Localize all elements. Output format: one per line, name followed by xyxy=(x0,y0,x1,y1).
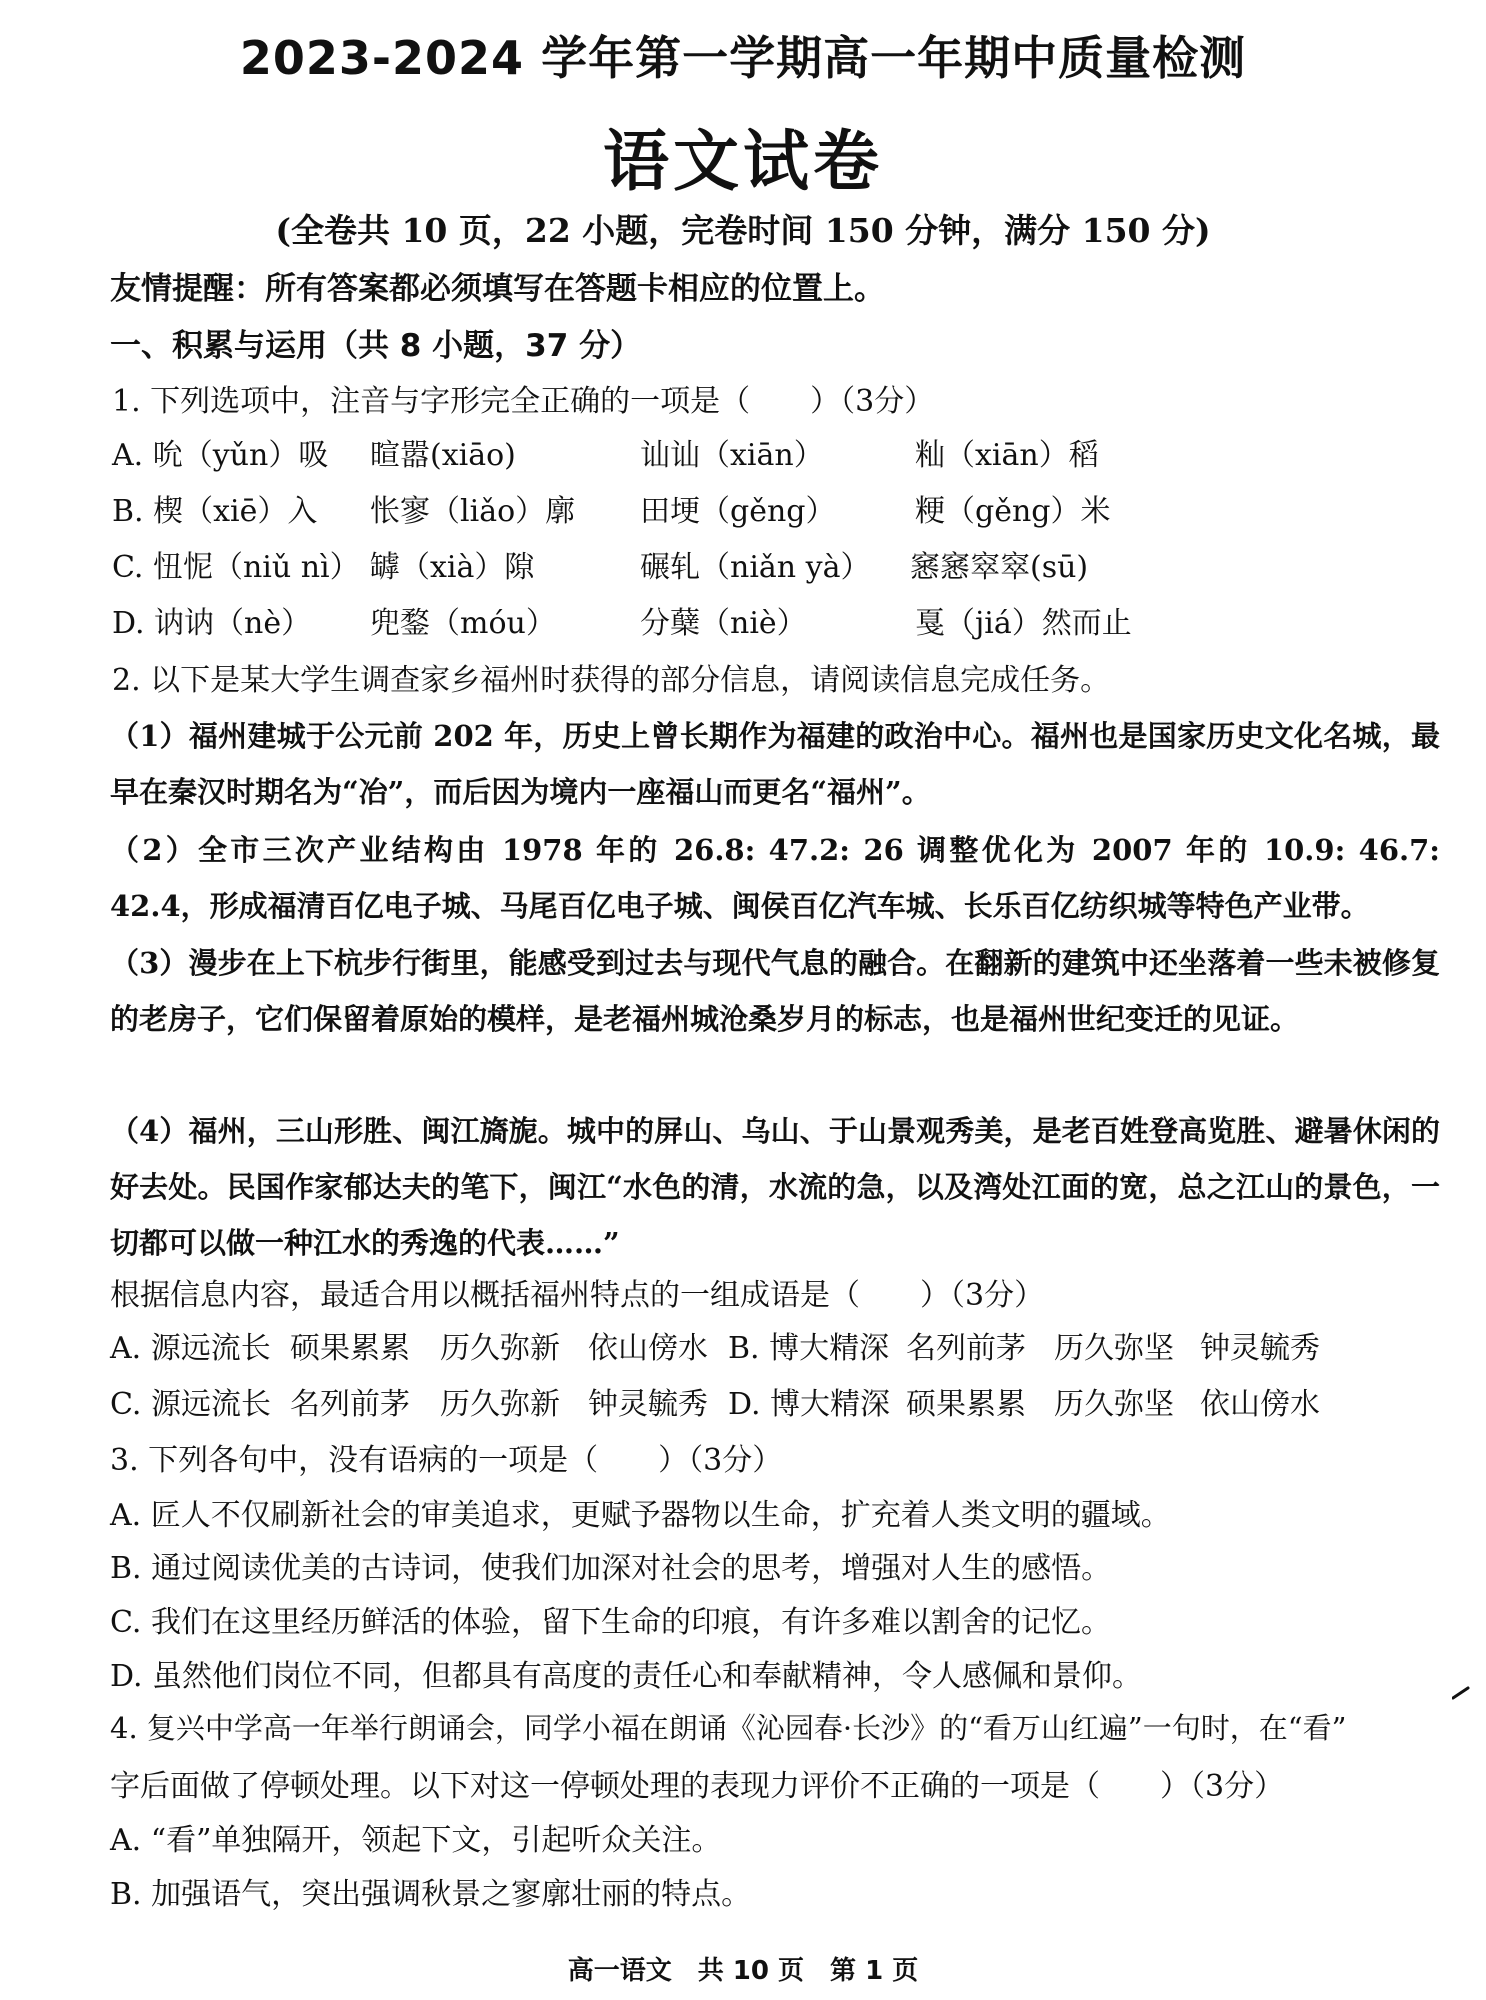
option-c-idiom-1: C. 源远流长 xyxy=(110,1387,271,1422)
exam-info: (全卷共 10 页，22 小题，完卷时间 150 分钟，满分 150 分) xyxy=(275,211,1211,250)
option-a-idiom-3: 历久弥新 xyxy=(440,1331,560,1366)
option-c-idiom-4: 钟灵毓秀 xyxy=(588,1387,708,1422)
option-b-idiom-4: 钟灵毓秀 xyxy=(1200,1331,1320,1366)
option-d-idiom-3: 历久弥坚 xyxy=(1054,1387,1174,1422)
option-b-word-2: 怅寥（liǎo）廓 xyxy=(370,494,576,529)
question-3-option-b: B. 通过阅读优美的古诗词，使我们加深对社会的思考，增强对人生的感悟。 xyxy=(110,1551,1112,1586)
option-b-word-3: 田埂（gěng） xyxy=(640,494,836,529)
question-3-option-d: D. 虽然他们岗位不同，但都具有高度的责任心和奉献精神，令人感佩和景仰。 xyxy=(110,1659,1143,1694)
option-c-word-1: C. 忸怩（niǔ nì） xyxy=(112,550,360,585)
option-d-idiom-2: 硕果累累 xyxy=(906,1387,1026,1422)
option-c-word-4: 窸窸窣窣(sū) xyxy=(910,550,1089,585)
option-d-word-1: D. 讷讷（nè） xyxy=(112,606,312,641)
option-c-idiom-3: 历久弥新 xyxy=(440,1387,560,1422)
section-heading: 一、积累与运用（共 8 小题，37 分） xyxy=(110,328,642,364)
info-paragraph-3: （3）漫步在上下杭步行街里，能感受到过去与现代气息的融合。在翻新的建筑中还坐落着一些未被修复的老房子，它们保留着原始的模样，是老福州城沧桑岁月的标志，也是福州世纪变迁的见证。 xyxy=(110,946,1440,1036)
option-a-idiom-4: 依山傍水 xyxy=(588,1331,708,1366)
option-d-word-2: 兜鍪（móu） xyxy=(370,606,556,641)
info-paragraph-4: （4）福州，三山形胜、闽江旖旎。城中的屏山、乌山、于山景观秀美，是老百姓登高览胜、避暑休闲的好去处。民国作家郁达夫的笔下，闽江“水色的清，水流的急，以及湾处江面的宽，总之江山的景色，一切都可以做一种江水的秀逸的代表……” xyxy=(110,1114,1440,1260)
option-a-idiom-2: 硕果累累 xyxy=(290,1331,410,1366)
option-d-word-3: 分蘖（niè） xyxy=(640,606,807,641)
exam-subject-title: 语文试卷 xyxy=(603,123,883,200)
question-2-stem: 2. 以下是某大学生调查家乡福州时获得的部分信息，请阅读信息完成任务。 xyxy=(112,663,1111,698)
option-a-word-4: 籼（xiān）稻 xyxy=(915,438,1099,473)
question-4-option-a: A. “看”单独隔开，领起下文，引起听众关注。 xyxy=(110,1823,722,1858)
option-d-idiom-4: 依山傍水 xyxy=(1200,1387,1320,1422)
option-b-idiom-1: B. 博大精深 xyxy=(728,1331,890,1366)
option-b-word-1: B. 楔（xiē）入 xyxy=(112,494,318,529)
pen-mark-icon xyxy=(1452,1686,1470,1700)
option-a-word-1: A. 吮（yǔn）吸 xyxy=(112,438,329,473)
question-2-prompt: 根据信息内容，最适合用以概括福州特点的一组成语是（ ）（3分） xyxy=(110,1278,1045,1313)
question-3-option-c: C. 我们在这里经历鲜活的体验，留下生命的印痕，有许多难以割舍的记忆。 xyxy=(110,1605,1111,1640)
option-a-idiom-1: A. 源远流长 xyxy=(110,1331,271,1366)
option-c-idiom-2: 名列前茅 xyxy=(290,1387,410,1422)
option-b-word-4: 粳（gěng）米 xyxy=(915,494,1111,529)
info-paragraph-2: （2）全市三次产业结构由 1978 年的 26.8: 47.2: 26 调整优化为 2007 年的 10.9: 46.7: 42.4，形成福清百亿电子城、马尾百亿电子城、闽侯百亿汽车城、长乐百亿纺织城等特色产业带。 xyxy=(110,833,1440,923)
question-3-option-a: A. 匠人不仅刷新社会的审美追求，更赋予器物以生命，扩充着人类文明的疆域。 xyxy=(110,1498,1171,1533)
question-3-stem: 3. 下列各句中，没有语病的一项是（ ）（3分） xyxy=(110,1443,783,1478)
question-4-stem-line-1: 4. 复兴中学高一年举行朗诵会，同学小福在朗诵《沁园春·长沙》的“看万山红遍”一句时，在“看” xyxy=(110,1711,1347,1745)
option-b-idiom-3: 历久弥坚 xyxy=(1054,1331,1174,1366)
option-a-word-3: 讪讪（xiān） xyxy=(640,438,824,473)
exam-title: 2023-2024 学年第一学期高一年期中质量检测 xyxy=(239,31,1247,85)
option-b-idiom-2: 名列前茅 xyxy=(906,1331,1026,1366)
info-paragraph-1: （1）福州建城于公元前 202 年，历史上曾长期作为福建的政治中心。福州也是国家历史文化名城，最早在秦汉时期名为“冶”，而后因为境内一座福山而更名“福州”。 xyxy=(110,719,1440,809)
option-d-word-4: 戛（jiá）然而止 xyxy=(915,606,1132,641)
option-d-idiom-1: D. 博大精深 xyxy=(728,1387,891,1422)
question-4-option-b: B. 加强语气，突出强调秋景之寥廓壮丽的特点。 xyxy=(110,1877,752,1912)
option-c-word-2: 罅（xià）隙 xyxy=(370,550,535,585)
question-4-stem-line-2: 字后面做了停顿处理。以下对这一停顿处理的表现力评价不正确的一项是（ ）（3分） xyxy=(110,1769,1285,1804)
option-c-word-3: 碾轧（niǎn yà） xyxy=(640,550,871,585)
reminder: 友情提醒：所有答案都必须填写在答题卡相应的位置上。 xyxy=(110,271,885,307)
option-a-word-2: 暄嚣(xiāo) xyxy=(370,438,516,473)
page-footer: 高一语文 共 10 页 第 1 页 xyxy=(567,1956,919,1986)
question-1-stem: 1. 下列选项中，注音与字形完全正确的一项是（ ）（3分） xyxy=(112,384,935,419)
